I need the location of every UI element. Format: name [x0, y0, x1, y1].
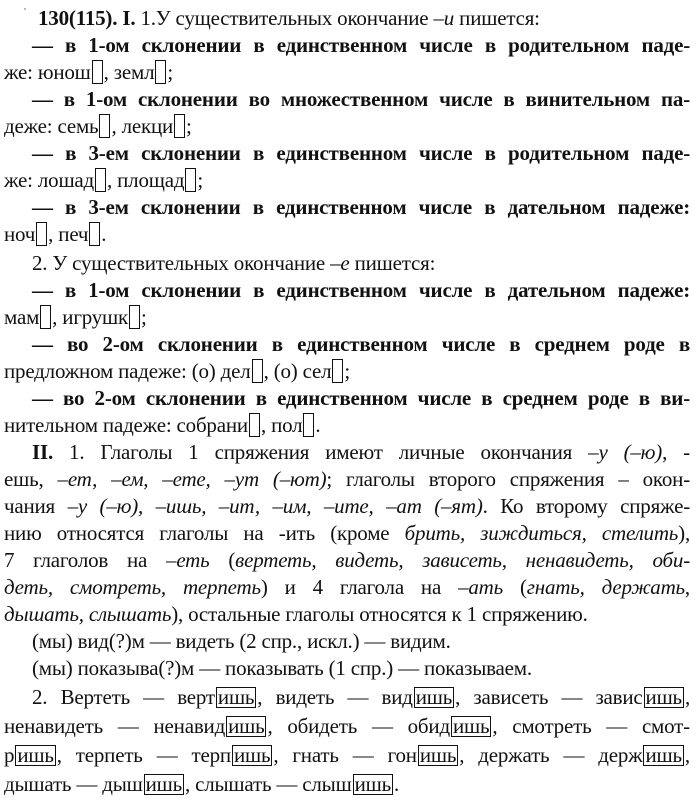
ending-box	[40, 305, 51, 329]
ending-box	[129, 305, 140, 329]
ending-box: ишь	[228, 714, 265, 738]
text: ), остальные глаголы относятся к 1 спряжению.	[171, 602, 588, 626]
infinitive: зависеть	[473, 685, 549, 709]
comma: ,	[107, 168, 113, 192]
text: ,	[684, 575, 690, 599]
heading-text: 2. У существительных окончание	[32, 251, 326, 275]
part-label: I.	[122, 6, 136, 30]
ending-box	[89, 222, 100, 246]
endings: –ать	[458, 575, 504, 599]
exceptions: дышать, слышать	[4, 602, 172, 626]
answer-line	[4, 714, 690, 739]
word-stem: ноч	[4, 222, 36, 246]
endings: –у (–ю), –ишь, –ит, –им, –ите, –ат (–ят)	[67, 494, 483, 518]
ending-box	[36, 222, 47, 246]
ending-box	[92, 60, 103, 84]
item-number: 2.	[32, 685, 48, 709]
text: (	[228, 548, 236, 572]
example-line	[4, 359, 690, 384]
rule-text: — в 3-ем склонении в единственном числе в родительном паде-	[32, 141, 690, 165]
comma: ,	[684, 685, 690, 709]
semicolon: ;	[197, 168, 203, 192]
comma: ,	[56, 743, 62, 767]
infinitive: обидеть	[287, 714, 358, 738]
example-line: (мы) показыва(?)м — показывать (1 спр.) — показываем.	[32, 656, 532, 680]
stem: верт	[177, 685, 215, 709]
period: .	[101, 222, 107, 246]
semicolon: ;	[344, 359, 351, 383]
comma: ,	[459, 743, 465, 767]
ending-box: ишь	[415, 685, 453, 709]
infinitive: дышать	[4, 772, 72, 796]
stem: слыш	[302, 772, 352, 796]
infinitive: смотреть	[512, 714, 592, 738]
rule-cont: деже:	[4, 114, 53, 138]
rule-cont: предложном падеже: (о)	[4, 359, 216, 383]
infinitive: видеть	[275, 685, 335, 709]
endings: –ет, –ем, –ете, –ут (–ют)	[57, 467, 327, 491]
ending-box	[99, 114, 110, 138]
ending-box: ишь	[645, 743, 682, 767]
stem: завис	[595, 685, 643, 709]
comma: ,	[684, 743, 690, 767]
word-stem: земл	[113, 60, 155, 84]
rule-line	[32, 141, 690, 166]
rule-line	[32, 386, 690, 411]
infinitive: слышать	[195, 772, 272, 796]
ending-box	[249, 413, 260, 437]
stem: терп	[191, 743, 231, 767]
word-stem: юнош	[37, 60, 91, 84]
ending-box	[332, 359, 343, 383]
ending-box: ишь	[17, 743, 54, 767]
word-stem: пол	[271, 413, 303, 437]
dash: —	[117, 714, 139, 738]
paragraph-line	[4, 467, 690, 492]
semicolon: ;	[167, 60, 174, 84]
dash: —	[347, 685, 369, 709]
paragraph-line	[4, 575, 690, 600]
rule-line	[32, 195, 690, 220]
dash: —	[606, 714, 628, 738]
rule-text: — в 1-ом склонении во множественном числе в винительном па-	[32, 87, 690, 111]
paragraph-line	[4, 494, 690, 519]
text: нию относятся глаголы на -ить (кроме	[4, 521, 390, 545]
text: ),	[678, 521, 690, 545]
rule-cont: нительном падеже:	[4, 413, 172, 437]
rule-text: — во 2-ом склонении в единственном числе в среднем роде в ви-	[32, 386, 690, 410]
ending-box: ишь	[354, 772, 391, 796]
infinitive: ненавидеть	[4, 714, 104, 738]
exercise-heading	[38, 6, 690, 31]
comma: ,	[111, 114, 117, 138]
text: 1. Глаголы 1 спряжения имеют личные окончания	[69, 440, 573, 464]
text: 7 глаголов на	[4, 548, 148, 572]
heading-end: пишется:	[459, 6, 540, 30]
text: ешь,	[4, 467, 44, 491]
rule-text: — в 1-ом склонении в единственном числе в родительном паде-	[32, 33, 690, 57]
dash: —	[371, 714, 393, 738]
exercise-number: 130(115).	[38, 6, 118, 30]
scan-speck	[24, 8, 26, 10]
comma: ,	[455, 685, 461, 709]
exceptions: гнать, держать	[526, 575, 685, 599]
text: . Ко второму спряже-	[482, 494, 690, 518]
comma: ,	[267, 714, 273, 738]
ending-box	[252, 359, 263, 383]
text: ) и 4 глагола на	[260, 575, 442, 599]
ending-box: ишь	[145, 772, 182, 796]
word-stem: мам	[4, 305, 40, 329]
subsection-heading	[32, 251, 690, 276]
stem: р	[4, 743, 15, 767]
rule-cont: же:	[4, 60, 33, 84]
ending-box: ишь	[233, 743, 271, 767]
paragraph-line	[32, 440, 690, 465]
rule-line	[32, 33, 690, 58]
exceptions: деть, смотреть, терпеть	[4, 575, 261, 599]
semicolon: ;	[186, 114, 192, 138]
ending-box	[303, 413, 314, 437]
dash: —	[561, 685, 583, 709]
rule-text: — во 2-ом склонении в единственном числе в среднем роде в	[32, 332, 690, 356]
comma: ,	[185, 772, 191, 796]
period: .	[315, 413, 321, 437]
infinitive: Вертеть	[60, 685, 130, 709]
ending-box: ишь	[452, 714, 490, 738]
stem: держ	[598, 743, 643, 767]
dash: —	[352, 743, 374, 767]
period: .	[393, 772, 400, 796]
word-stem: печ	[58, 222, 89, 246]
word-stem: семь	[57, 114, 99, 138]
ending-box	[174, 114, 185, 138]
ending-e: –е	[330, 251, 350, 275]
stem: гон	[387, 743, 417, 767]
infinitive: гнать	[292, 743, 339, 767]
dash: —	[76, 772, 98, 796]
stem: обид	[407, 714, 450, 738]
word-stem: сел	[302, 359, 332, 383]
comma: ,	[273, 743, 279, 767]
semicolon: ;	[141, 305, 147, 329]
example-line	[4, 168, 690, 193]
ending-box	[155, 60, 166, 84]
text: (	[520, 575, 527, 599]
example-line	[4, 114, 690, 139]
comma: ,	[260, 413, 266, 437]
example-line	[4, 305, 690, 330]
preposition: (о)	[273, 359, 298, 383]
dash: —	[563, 743, 585, 767]
dash: —	[156, 743, 178, 767]
ending-box	[185, 168, 196, 192]
example-line	[4, 222, 690, 247]
rule-text: — в 1-ом склонении в единственном числе в дательном падеже:	[32, 278, 690, 302]
word-stem: площад	[117, 168, 185, 192]
rule-line	[32, 332, 690, 357]
stem: ненавид	[153, 714, 226, 738]
paragraph-line	[4, 602, 690, 627]
answer-line	[32, 685, 690, 710]
comma: ,	[492, 714, 498, 738]
rule-text: — в 3-ем склонении в единственном числе в дательном падеже:	[32, 195, 690, 219]
text: чания	[4, 494, 56, 518]
example-line: (мы) вид(?)м — видеть (2 спр., искл.) — видим.	[32, 629, 451, 653]
heading-end: пишется:	[354, 251, 436, 275]
word-stem: дел	[220, 359, 251, 383]
word-stem: лошад	[37, 168, 95, 192]
part-label: II.	[32, 440, 53, 464]
dash: —	[143, 685, 164, 709]
exceptions: вертеть, видеть, зависеть, ненавидеть, оби-	[235, 548, 690, 572]
paragraph-line	[4, 548, 690, 573]
answer-line	[4, 743, 690, 768]
comma: ,	[52, 305, 58, 329]
comma: ,	[257, 685, 263, 709]
ending-box: ишь	[419, 743, 457, 767]
heading-text: 1.У существительных окончание	[140, 6, 429, 30]
stem: вид	[381, 685, 413, 709]
endings: –у (–ю)	[588, 440, 663, 464]
paragraph-line	[4, 521, 690, 546]
dash: —	[276, 772, 298, 796]
comma: ,	[103, 60, 109, 84]
comma: ,	[263, 359, 269, 383]
comma: ,	[48, 222, 54, 246]
example-line	[4, 60, 690, 85]
stem: смот-	[641, 714, 690, 738]
rule-line	[32, 87, 690, 112]
ending-box	[95, 168, 106, 192]
endings: –еть	[166, 548, 210, 572]
word-stem: собрани	[176, 413, 248, 437]
stem: дыш	[102, 772, 143, 796]
example-line	[4, 413, 690, 438]
ending-box: ишь	[645, 685, 682, 709]
ending-box: ишь	[217, 685, 255, 709]
text: ; глаголы второго спряжения – окон-	[326, 467, 690, 491]
rule-cont: же:	[4, 168, 33, 192]
word-stem: лекци	[121, 114, 174, 138]
answer-line	[4, 772, 690, 797]
infinitive: держать	[478, 743, 550, 767]
exceptions: брить, зиждиться, стелить	[404, 521, 679, 545]
infinitive: терпеть	[75, 743, 143, 767]
text: , -	[662, 440, 690, 464]
ending-i: –и	[433, 6, 455, 30]
rule-line	[32, 278, 690, 303]
word-stem: игрушк	[62, 305, 129, 329]
